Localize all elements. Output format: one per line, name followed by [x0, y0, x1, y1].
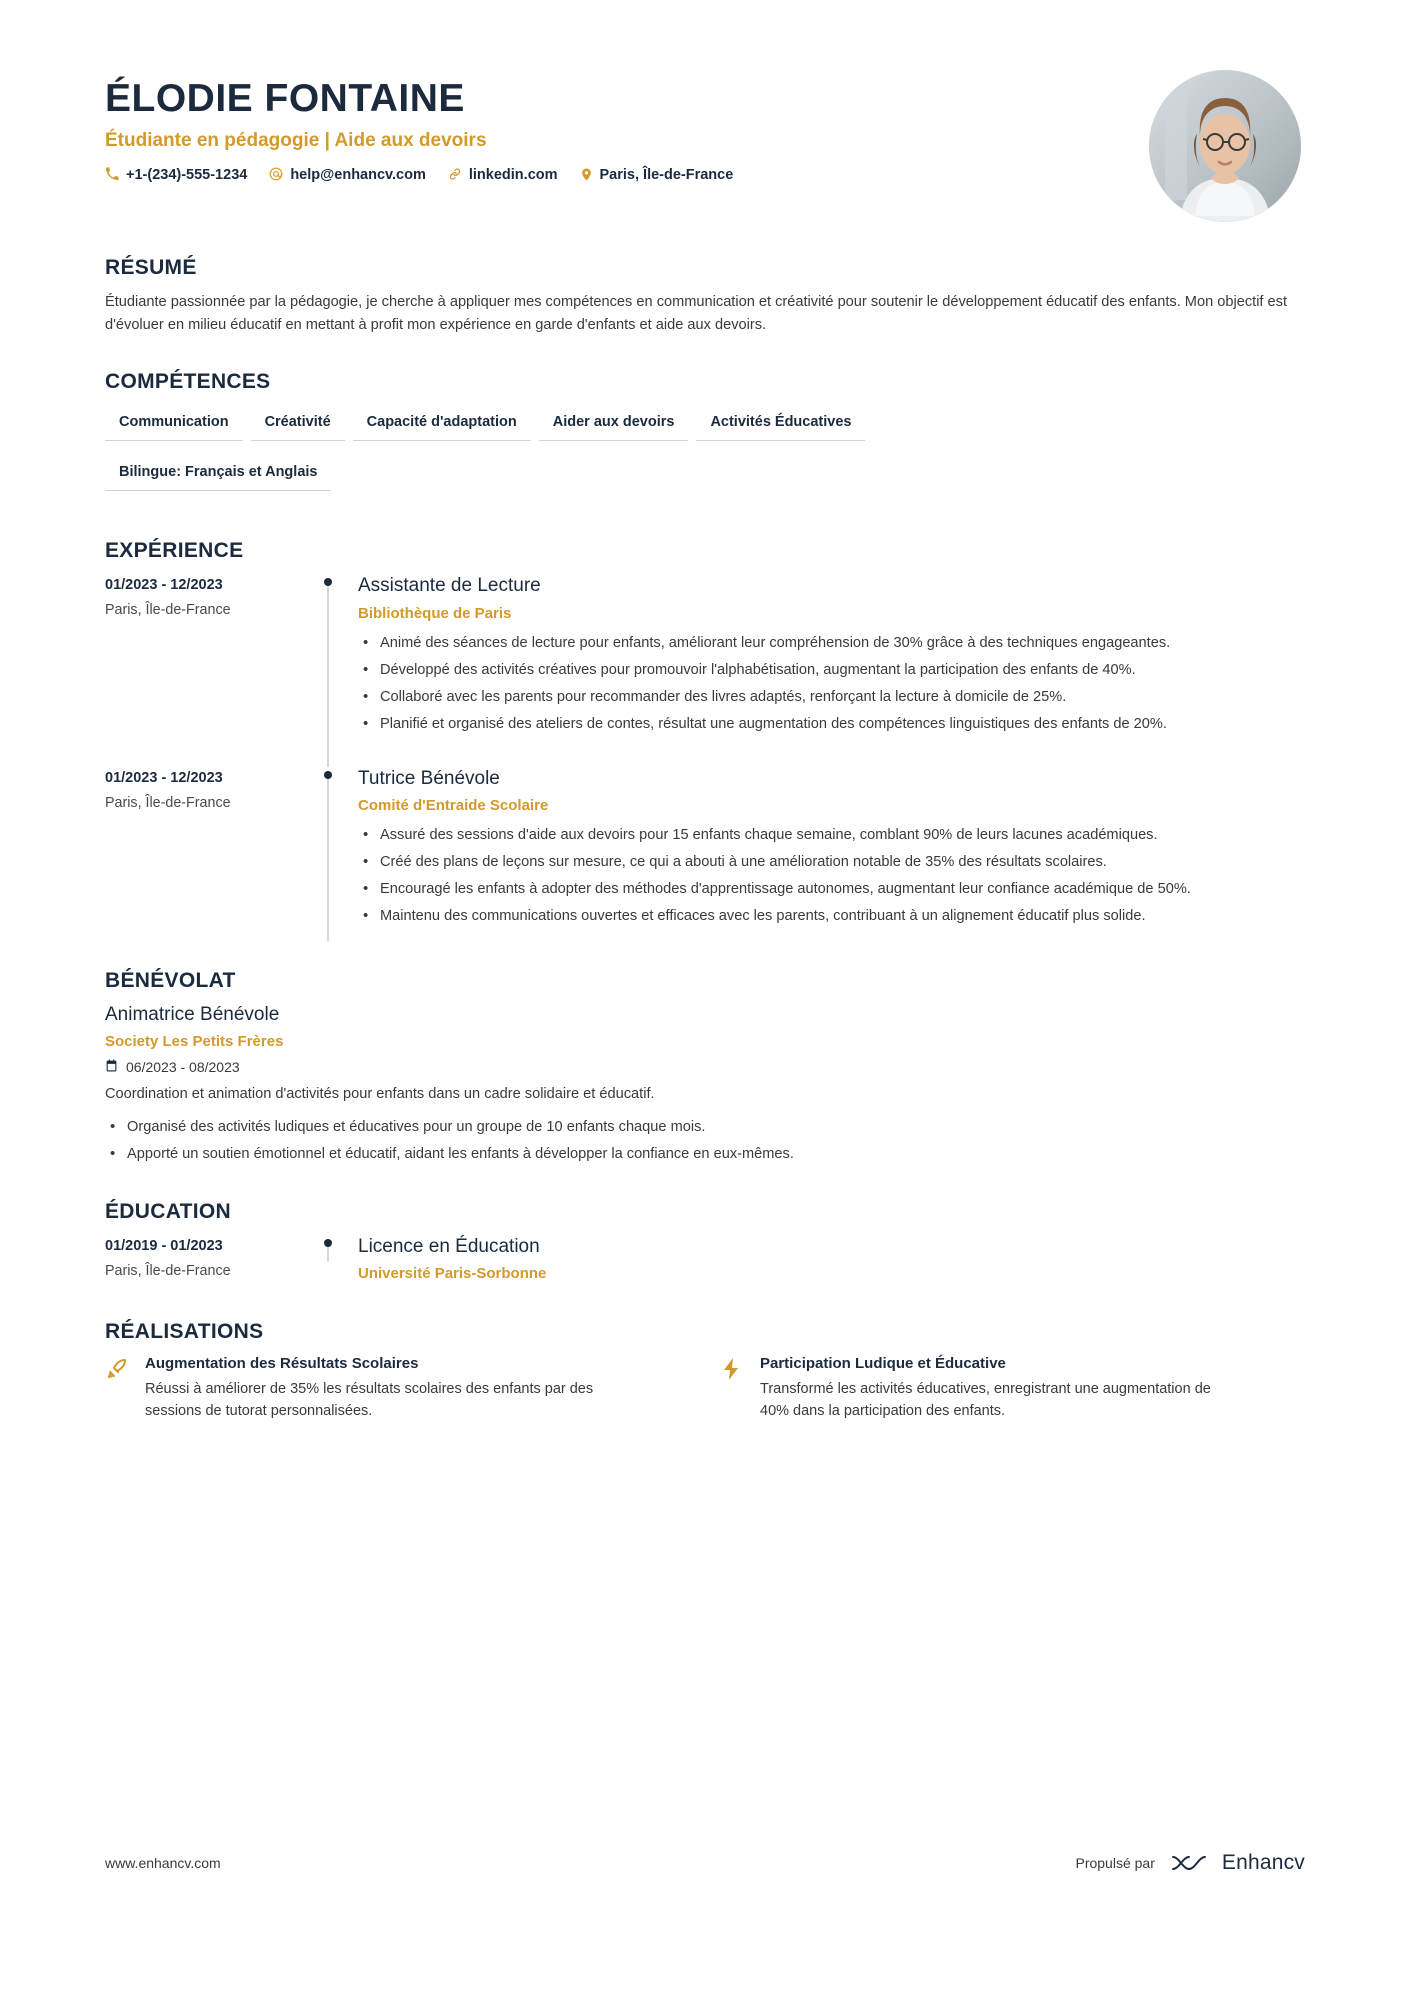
section-title-summary: RÉSUMÉ	[105, 256, 197, 279]
section-title-skills: COMPÉTENCES	[105, 370, 271, 394]
contact-email-text: help@enhancv.com	[290, 167, 426, 184]
experience-body	[358, 574, 1305, 766]
timeline-rail	[310, 574, 358, 766]
bullet-item: • Maintenu des communications ouvertes et efficaces avec les parents, contribuant à un alignement éducatif plus solide.	[377, 906, 1305, 928]
contact-location-text: Paris, Île-de-France	[599, 167, 734, 184]
experience-company: Comité d'Entraide Scolaire	[358, 797, 549, 815]
experience-body	[358, 767, 1305, 959]
section-title-experience: EXPÉRIENCE	[105, 539, 244, 563]
section-summary	[105, 256, 1305, 336]
bullet-item: • Encouragé les enfants à adopter des méthodes d'apprentissage autonomes, augmentant leur confiance académique de 50%.	[377, 879, 1305, 901]
footer-powered-label: Propulsé par	[1075, 1855, 1155, 1871]
experience-meta	[105, 767, 310, 959]
experience-location: Paris, Île-de-France	[105, 794, 231, 811]
contact-phone[interactable]	[105, 167, 247, 183]
resume-header	[105, 70, 1305, 222]
achievement-text	[760, 1355, 1225, 1423]
education-body	[358, 1235, 1305, 1291]
contact-phone-text: +1-(234)-555-1234	[126, 167, 248, 184]
education-school: Université Paris-Sorbonne	[358, 1265, 547, 1283]
timeline-line	[327, 777, 329, 941]
enhancv-logo	[1169, 1851, 1305, 1875]
timeline-rail	[310, 1235, 358, 1291]
summary-text: Étudiante passionnée par la pédagogie, je cherche à appliquer mes compétences en communication et créativité pour soutenir le développement éducatif des enfants. Mon objectif est d'évoluer en milieu éducatif en mettant à profit mon expérience en garde d'enfants et aide aux devoirs.	[105, 294, 1288, 333]
experience-meta	[105, 574, 310, 766]
email-icon	[269, 167, 283, 183]
section-title-achievements: RÉALISATIONS	[105, 1320, 264, 1344]
experience-company: Bibliothèque de Paris	[358, 604, 512, 622]
bullet-item: • Organisé des activités ludiques et éducatives pour un groupe de 10 enfants chaque mois.	[124, 1117, 1305, 1139]
education-degree: Licence en Éducation	[358, 1235, 540, 1257]
contact-location	[580, 167, 734, 184]
timeline-dot	[324, 1239, 332, 1247]
lightning-icon	[720, 1355, 746, 1423]
page-footer	[105, 1851, 1305, 1875]
contact-linkedin[interactable]	[448, 167, 558, 183]
timeline-dot	[324, 771, 332, 779]
section-title-education: ÉDUCATION	[105, 1199, 231, 1223]
experience-bullets	[358, 825, 1305, 928]
skill-item: Communication	[105, 405, 243, 441]
calendar-icon	[105, 1059, 118, 1075]
experience-dates: 01/2023 - 12/2023	[105, 769, 223, 786]
footer-brand-block	[1075, 1851, 1305, 1875]
contact-email[interactable]	[269, 167, 426, 183]
bullet-item: • Apporté un soutien émotionnel et éducatif, aidant les enfants à développer la confiance en eux-mêmes.	[124, 1144, 1305, 1166]
avatar	[1149, 70, 1301, 222]
bullet-item: • Collaboré avec les parents pour recommander des livres adaptés, renforçant la lecture à domicile de 25%.	[377, 687, 1305, 709]
achievement-item	[720, 1355, 1225, 1423]
section-experience	[105, 539, 1305, 959]
education-dates: 01/2019 - 01/2023	[105, 1237, 223, 1254]
section-achievements	[105, 1320, 1305, 1423]
skill-item: Capacité d'adaptation	[353, 405, 531, 441]
bullet-item: • Animé des séances de lecture pour enfants, améliorant leur compréhension de 30% grâce à des techniques engageantes.	[377, 633, 1305, 655]
skill-item: Activités Éducatives	[696, 405, 865, 441]
bullet-item: • Développé des activités créatives pour promouvoir l'alphabétisation, augmentant la participation des enfants de 40%.	[377, 660, 1305, 682]
bullet-item: • Assuré des sessions d'aide aux devoirs pour 15 enfants chaque semaine, comblant 90% de leurs lacunes académiques.	[377, 825, 1305, 847]
page-title: ÉLODIE FONTAINE	[105, 77, 465, 120]
experience-dates: 01/2023 - 12/2023	[105, 577, 223, 594]
rocket-icon	[105, 1355, 131, 1423]
volunteering-dates-row	[105, 1059, 1305, 1075]
bullet-item: • Créé des plans de leçons sur mesure, ce qui a abouti à une amélioration notable de 35% des résultats scolaires.	[377, 852, 1305, 874]
section-volunteering	[105, 969, 1305, 1166]
education-location: Paris, Île-de-France	[105, 1262, 231, 1279]
section-skills	[105, 370, 1305, 505]
header-text-block	[105, 70, 733, 184]
timeline-line	[327, 584, 329, 766]
experience-bullets	[358, 633, 1305, 736]
achievement-title: Augmentation des Résultats Scolaires	[145, 1355, 419, 1373]
volunteering-org: Society Les Petits Frères	[105, 1032, 284, 1050]
achievement-description: Réussi à améliorer de 35% les résultats scolaires des enfants par des sessions de tutorat personnalisées.	[145, 1381, 594, 1420]
link-icon	[448, 167, 462, 183]
header-subtitle: Étudiante en pédagogie | Aide aux devoirs	[105, 129, 487, 151]
volunteering-role: Animatrice Bénévole	[105, 1003, 280, 1025]
contact-list	[105, 167, 733, 184]
section-title-volunteering: BÉNÉVOLAT	[105, 968, 236, 992]
footer-website[interactable]: www.enhancv.com	[105, 1855, 221, 1871]
achievement-text	[145, 1355, 610, 1423]
experience-role: Tutrice Bénévole	[358, 767, 500, 789]
timeline-line	[327, 1245, 329, 1263]
skill-item: Aider aux devoirs	[539, 405, 689, 441]
volunteering-description: Coordination et animation d'activités pour enfants dans un cadre solidaire et éducatif.	[105, 1085, 655, 1102]
achievement-description: Transformé les activités éducatives, enregistrant une augmentation de 40% dans la participation des enfants.	[760, 1381, 1211, 1420]
education-meta	[105, 1235, 310, 1291]
footer-brand-text: Enhancv	[1221, 1851, 1305, 1874]
volunteering-bullets	[105, 1117, 1305, 1166]
location-pin-icon	[580, 167, 593, 184]
experience-entry	[105, 574, 1305, 766]
skill-item: Bilingue: Français et Anglais	[105, 455, 331, 491]
enhancv-mark-icon	[1169, 1851, 1213, 1875]
volunteering-dates: 06/2023 - 08/2023	[126, 1058, 240, 1075]
achievement-list	[105, 1355, 1305, 1423]
bullet-item: • Planifié et organisé des ateliers de contes, résultat une augmentation des compétences linguistiques des enfants de 20%.	[377, 714, 1305, 736]
experience-entry	[105, 767, 1305, 959]
experience-role: Assistante de Lecture	[358, 575, 541, 597]
education-entry	[105, 1235, 1305, 1291]
skill-list	[105, 405, 1305, 505]
skill-item: Créativité	[251, 405, 345, 441]
section-education	[105, 1200, 1305, 1291]
phone-icon	[105, 167, 119, 183]
experience-location: Paris, Île-de-France	[105, 602, 231, 619]
timeline-rail	[310, 767, 358, 959]
achievement-item	[105, 1355, 610, 1423]
timeline-dot	[324, 578, 332, 586]
contact-linkedin-text: linkedin.com	[468, 167, 558, 184]
achievement-title: Participation Ludique et Éducative	[760, 1355, 1006, 1373]
